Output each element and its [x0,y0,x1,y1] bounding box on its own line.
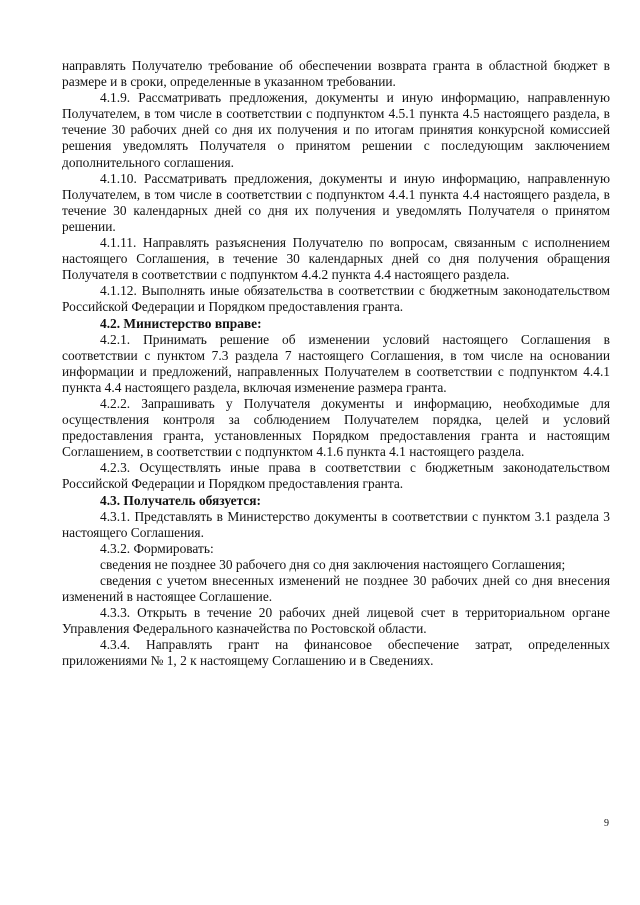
document-page [62,58,610,670]
paragraph-4-3-2: 4.3.2. Формировать: [100,540,214,556]
paragraph-4-3-2-item-2: сведения с учетом внесенных изменений не позднее 30 рабочих дней со дня внесения изменений в настоящее Соглашение. [62,573,610,605]
paragraph-4-1-11: 4.1.11. Направлять разъяснения Получателю по вопросам, связанным с исполнением настоящего Соглашения, в течение 30 календарных дней со дня получения обращения Получателя в соответствии с подпунктом 4.4.2 пункта 4.4 настоящего раздела. [62,235,610,283]
paragraph-4-3-3: 4.3.3. Открыть в течение 20 рабочих дней лицевой счет в территориальном органе Управления Федерального казначейства по Ростовской области. [62,605,610,637]
paragraph-4-3-1: 4.3.1. Представлять в Министерство документы в соответствии с пунктом 3.1 раздела 3 настоящего Соглашения. [62,508,610,540]
paragraph-4-3-4: 4.3.4. Направлять грант на финансовое обеспечение затрат, определенных приложениями № 1, 2 к настоящему Соглашению и в Сведениях. [62,637,610,669]
paragraph-4-1-8-continuation: направлять Получателю требование об обеспечении возврата гранта в областной бюджет в размере и в сроки, определенные в указанном требовании. [62,58,610,90]
paragraph-4-2-2: 4.2.2. Запрашивать у Получателя документы и информацию, необходимые для осуществления контроля за соблюдением Получателем порядка, целей и условий предоставления гранта, установленных Порядком предоставления гранта и настоящим Соглашением, в соответствии с подпунктом 4.1.6 пункта 4.1 настоящего раздела. [62,395,610,460]
paragraph-4-2-3: 4.2.3. Осуществлять иные права в соответствии с бюджетным законодательством Российской Федерации и Порядком предоставления гранта. [62,460,610,492]
paragraph-4-2-1: 4.2.1. Принимать решение об изменении условий настоящего Соглашения в соответствии с пунктом 7.3 раздела 7 настоящего Соглашения, в том числе на основании информации и предложений, направленных Получателем в соответствии с подпунктом 4.4.1 пункта 4.4 настоящего раздела, включая изменение размера гранта. [62,331,610,395]
section-heading-4-3: 4.3. Получатель обязуется: [100,492,261,508]
page-number: 9 [604,818,609,829]
paragraph-4-1-10: 4.1.10. Рассматривать предложения, документы и иную информацию, направленную Получателем, в том числе в соответствии с подпунктом 4.4.1 пункта 4.4 настоящего раздела, в течение 30 календарных дней со дня их получения и уведомлять Получателя о принятом решении. [62,170,610,234]
section-heading-4-2: 4.2. Министерство вправе: [100,315,262,331]
paragraph-4-1-12: 4.1.12. Выполнять иные обязательства в соответствии с бюджетным законодательством Российской Федерации и Порядком предоставления гранта. [62,283,610,315]
paragraph-4-3-2-item-1: сведения не позднее 30 рабочего дня со дня заключения настоящего Соглашения; [100,556,566,572]
paragraph-4-1-9: 4.1.9. Рассматривать предложения, документы и иную информацию, направленную Получателем, в том числе в соответствии с подпунктом 4.5.1 пункта 4.5 настоящего раздела, в течение 30 рабочих дней со дня их получения и по итогам принятия конкурсной комиссией решения уведомлять Получателя о принятом решении с последующим заключением дополнительного соглашения. [62,90,610,170]
